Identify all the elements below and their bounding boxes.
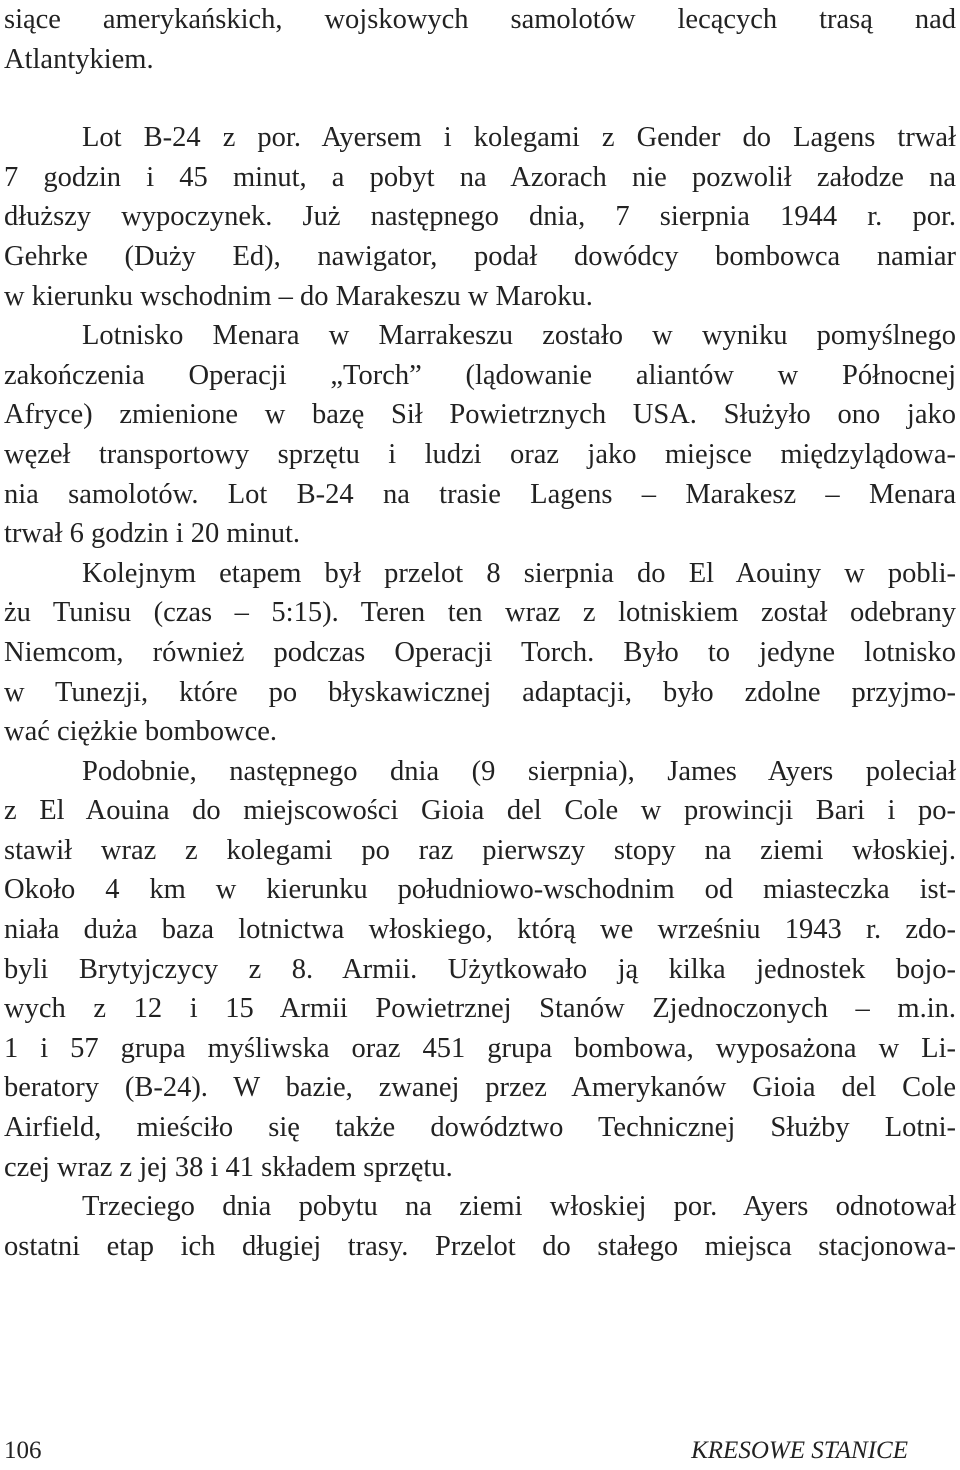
text-line: w kierunku wschodnim – do Marakeszu w Maroku. [4,280,593,312]
text-line: węzeł transportowy sprzętu i ludzi oraz jako miejsce międzylądowa- [4,438,956,470]
text-line: Lot B-24 z por. Ayersem i kolegami z Gender do Lagens trwał [82,122,956,154]
text-line: nia samolotów. Lot B-24 na trasie Lagens – Marakesz – Menara [4,478,956,510]
text-line: byli Brytyjczycy z 8. Armii. Użytkowało ją kilka jednostek bojo- [4,953,956,985]
text-line: trwał 6 godzin i 20 minut. [4,518,301,550]
text-line: wać ciężkie bombowce. [4,716,277,748]
page-number: 106 [4,1437,42,1464]
paragraph-4 [4,554,956,752]
text-line: dłuższy wypoczynek. Już następnego dnia, 7 sierpnia 1944 r. por. [4,201,956,233]
text-line: Kolejnym etapem był przelot 8 sierpnia do El Aouiny w pobli- [82,557,956,589]
text-line: Podobnie, następnego dnia (9 sierpnia), James Ayers poleciał [82,755,956,787]
text-line: zakończenia Operacji „Torch” (lądowanie aliantów w Północnej [4,359,956,391]
text-line: Około 4 km w kierunku południowo-wschodnim od miasteczka ist- [4,874,956,906]
paragraph-2 [4,118,956,316]
text-line: stawił wraz z kolegami po raz pierwszy stopy na ziemi włoskiej. [4,834,956,866]
text-line: Trzeciego dnia pobytu na ziemi włoskiej por. Ayers odnotował [82,1191,956,1223]
paragraph-1 [4,0,956,79]
text-line: z El Aouina do miejscowości Gioia del Cole w prowincji Bari i po- [4,795,956,827]
paragraph-5 [4,752,956,1188]
text-line: Niemcom, również podczas Operacji Torch. Było to jedyne lotnisko [4,636,956,668]
text-line: beratory (B-24). W bazie, zwanej przez Amerykanów Gioia del Cole [4,1072,956,1104]
text-line: czej wraz z jej 38 i 41 składem sprzętu. [4,1151,453,1183]
paragraph-6 [4,1187,956,1266]
text-line: Airfield, mieściło się także dowództwo Technicznej Służby Lotni- [4,1112,956,1144]
running-title: KRESOWE STANICE [691,1437,908,1464]
paragraph-3 [4,316,956,554]
text-line: żu Tunisu (czas – 5:15). Teren ten wraz z lotniskiem został odebrany [4,597,956,629]
text-line: wych z 12 i 15 Armii Powietrznej Stanów Zjednoczonych – m.in. [4,993,956,1025]
text-line: Gehrke (Duży Ed), nawigator, podał dowódcy bombowca namiar [4,240,956,272]
text-line: siące amerykańskich, wojskowych samolotów lecących trasą nad [4,4,956,35]
paragraph-gap [4,79,956,118]
text-line: Atlantykiem. [4,43,154,75]
text-line: niała duża baza lotnictwa włoskiego, którą we wrześniu 1943 r. zdo- [4,914,956,946]
page-body [4,0,956,1266]
text-line: Lotnisko Menara w Marrakeszu zostało w wyniku pomyślnego [82,320,956,352]
text-line: Afryce) zmienione w bazę Sił Powietrznych USA. Służyło ono jako [4,399,956,431]
text-line: 7 godzin i 45 minut, a pobyt na Azorach nie pozwolił załodze na [4,161,956,193]
text-line: 1 i 57 grupa myśliwska oraz 451 grupa bombowa, wyposażona w Li- [4,1032,956,1064]
text-line: ostatni etap ich długiej trasy. Przelot do stałego miejsca stacjonowa- [4,1230,956,1262]
text-line: w Tunezji, które po błyskawicznej adaptacji, było zdolne przyjmo- [4,676,956,708]
